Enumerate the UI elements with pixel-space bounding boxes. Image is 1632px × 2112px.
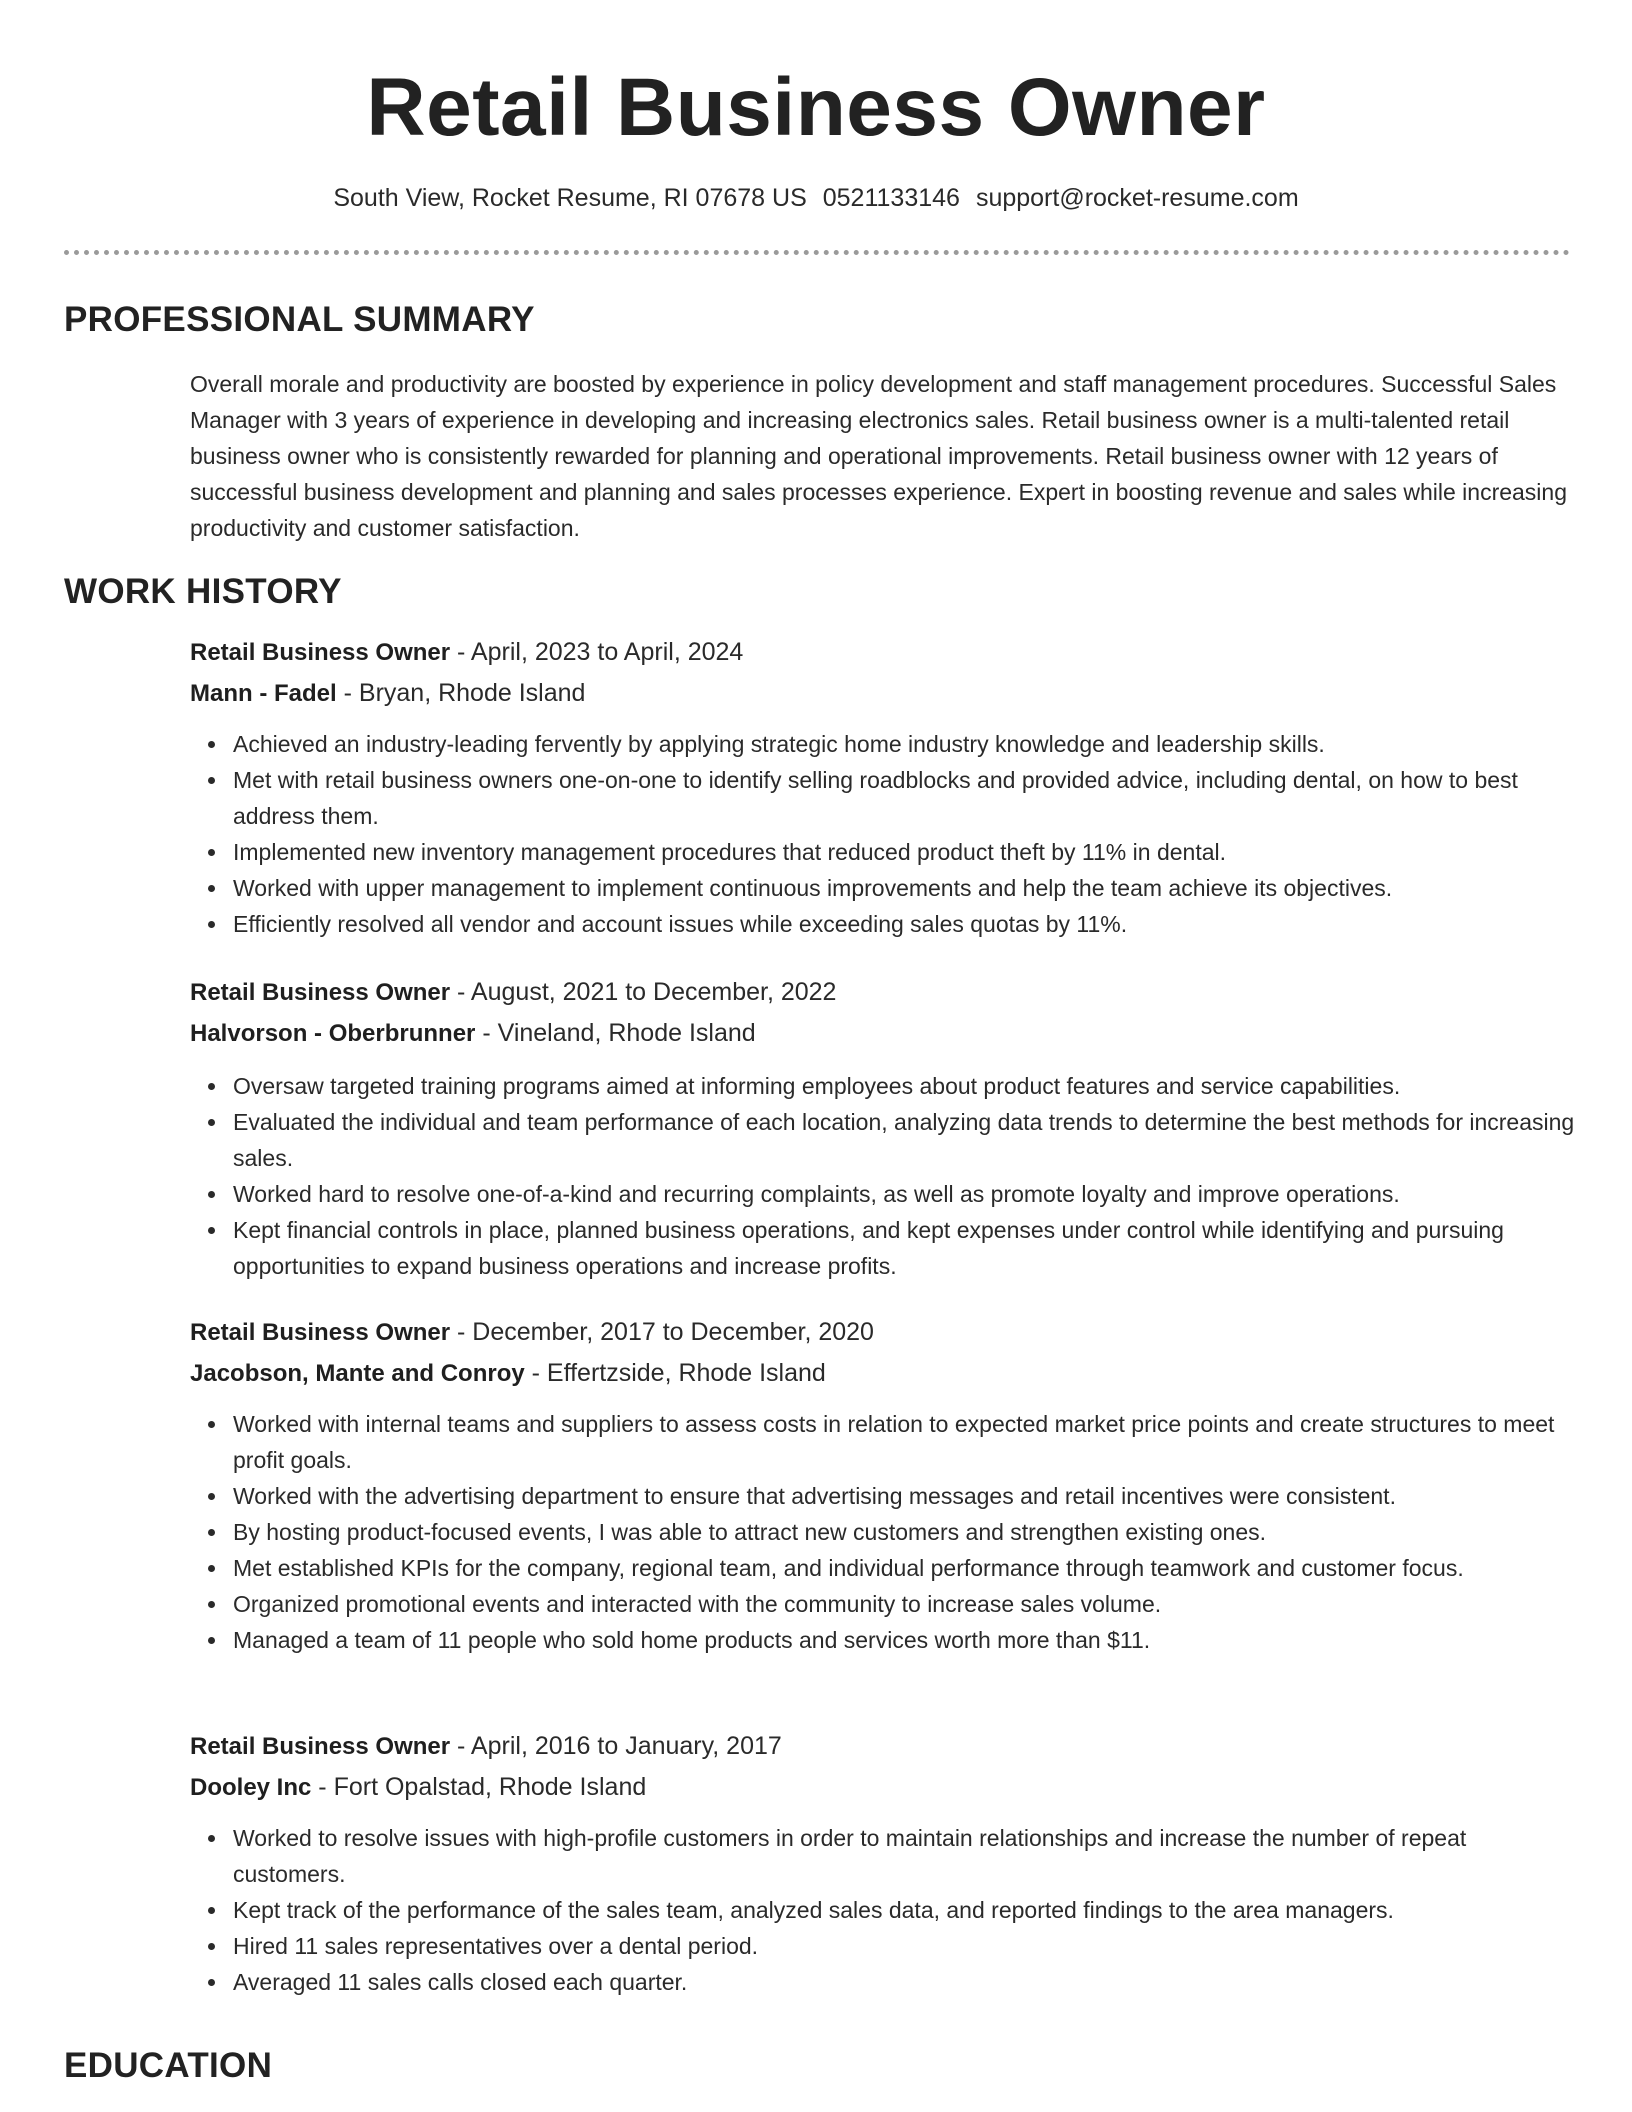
job-location: - Effertzside, Rhode Island bbox=[524, 1359, 826, 1387]
section-title-work-history: WORK HISTORY bbox=[64, 572, 342, 611]
job-role: Retail Business Owner bbox=[190, 639, 451, 666]
contact-address: South View, Rocket Resume, RI 07678 US bbox=[333, 184, 807, 212]
job-location: - Vineland, Rhode Island bbox=[475, 1019, 756, 1047]
job-entry bbox=[190, 1726, 1580, 2000]
job-bullet: Met established KPIs for the company, regional team, and individual performance through teamwork and customer focus. bbox=[190, 1550, 1580, 1586]
job-bullet: Kept track of the performance of the sales team, analyzed sales data, and reported findings to the area managers. bbox=[190, 1892, 1580, 1928]
job-bullet: Efficiently resolved all vendor and account issues while exceeding sales quotas by 11%. bbox=[190, 906, 1580, 942]
job-entry bbox=[190, 632, 1580, 942]
job-dates: - April, 2023 to April, 2024 bbox=[450, 638, 744, 666]
job-bullet: Worked with the advertising department to ensure that advertising messages and retail incentives were consistent. bbox=[190, 1478, 1580, 1514]
job-dates: - April, 2016 to January, 2017 bbox=[450, 1732, 782, 1760]
job-bullet: Met with retail business owners one-on-one to identify selling roadblocks and provided advice, including dental, on how to best address them. bbox=[190, 762, 1580, 834]
job-entry bbox=[190, 972, 1580, 1284]
job-company: Jacobson, Mante and Conroy bbox=[190, 1360, 525, 1387]
job-bullet: Managed a team of 11 people who sold home products and services worth more than $11. bbox=[190, 1622, 1580, 1658]
section-title-summary: PROFESSIONAL SUMMARY bbox=[64, 300, 535, 339]
job-bullet: Evaluated the individual and team performance of each location, analyzing data trends to determine the best methods for increasing sales. bbox=[190, 1104, 1580, 1176]
job-role: Retail Business Owner bbox=[190, 979, 451, 1006]
job-bullets bbox=[190, 1068, 1580, 1284]
job-dates: - December, 2017 to December, 2020 bbox=[450, 1318, 874, 1346]
job-title-line bbox=[190, 1726, 1580, 1767]
contact-email: support@rocket-resume.com bbox=[975, 184, 1299, 212]
header-divider bbox=[64, 250, 1570, 255]
job-bullets bbox=[190, 1820, 1580, 2000]
job-bullet: Kept financial controls in place, planned business operations, and kept expenses under control while identifying and pursuing opportunities to expand business operations and increase profits. bbox=[190, 1212, 1580, 1284]
job-company: Dooley Inc bbox=[190, 1774, 312, 1801]
job-role: Retail Business Owner bbox=[190, 1733, 451, 1760]
job-bullets bbox=[190, 1406, 1580, 1658]
job-company-line bbox=[190, 1353, 1580, 1394]
contact-line bbox=[0, 182, 1632, 214]
job-location: - Bryan, Rhode Island bbox=[336, 679, 586, 707]
job-bullet: Organized promotional events and interacted with the community to increase sales volume. bbox=[190, 1586, 1580, 1622]
job-bullet: Achieved an industry-leading fervently by applying strategic home industry knowledge and leadership skills. bbox=[190, 726, 1580, 762]
job-bullet: Worked hard to resolve one-of-a-kind and recurring complaints, as well as promote loyalty and improve operations. bbox=[190, 1176, 1580, 1212]
contact-phone: 0521133146 bbox=[822, 184, 960, 212]
section-title-education: EDUCATION bbox=[64, 2046, 273, 2085]
job-bullet: Oversaw targeted training programs aimed at informing employees about product features and service capabilities. bbox=[190, 1068, 1580, 1104]
job-company: Mann - Fadel bbox=[190, 680, 337, 707]
job-bullet: Hired 11 sales representatives over a dental period. bbox=[190, 1928, 1580, 1964]
job-bullet: Implemented new inventory management procedures that reduced product theft by 11% in dental. bbox=[190, 834, 1580, 870]
job-bullet: Worked with internal teams and suppliers to assess costs in relation to expected market price points and create structures to meet profit goals. bbox=[190, 1406, 1580, 1478]
job-title-line bbox=[190, 632, 1580, 673]
job-bullet: By hosting product-focused events, I was able to attract new customers and strengthen existing ones. bbox=[190, 1514, 1580, 1550]
job-company-line bbox=[190, 673, 1580, 714]
job-title-line bbox=[190, 972, 1580, 1013]
job-company: Halvorson - Oberbrunner bbox=[190, 1020, 476, 1047]
job-entry bbox=[190, 1312, 1580, 1658]
job-bullet: Averaged 11 sales calls closed each quarter. bbox=[190, 1964, 1580, 2000]
job-bullet: Worked with upper management to implement continuous improvements and help the team achieve its objectives. bbox=[190, 870, 1580, 906]
job-company-line bbox=[190, 1767, 1580, 1808]
job-dates: - August, 2021 to December, 2022 bbox=[450, 978, 837, 1006]
summary-text: Overall morale and productivity are boosted by experience in policy development and staff management procedures. Successful Sales Manager with 3 years of experience in developing and increasing electronics sales. Retail business owner is a multi-talented retail business owner who is consistently rewarded for planning and operational improvements. Retail business owner with 12 years of successful business development and planning and sales processes experience. Expert in boosting revenue and sales while increasing productivity and customer satisfaction. bbox=[190, 371, 1568, 541]
job-company-line bbox=[190, 1013, 1580, 1054]
job-role: Retail Business Owner bbox=[190, 1319, 451, 1346]
job-location: - Fort Opalstad, Rhode Island bbox=[311, 1773, 647, 1801]
job-bullet: Worked to resolve issues with high-profile customers in order to maintain relationships and increase the number of repeat customers. bbox=[190, 1820, 1580, 1892]
resume-name: Retail Business Owner bbox=[366, 62, 1266, 153]
job-title-line bbox=[190, 1312, 1580, 1353]
job-bullets bbox=[190, 726, 1580, 942]
